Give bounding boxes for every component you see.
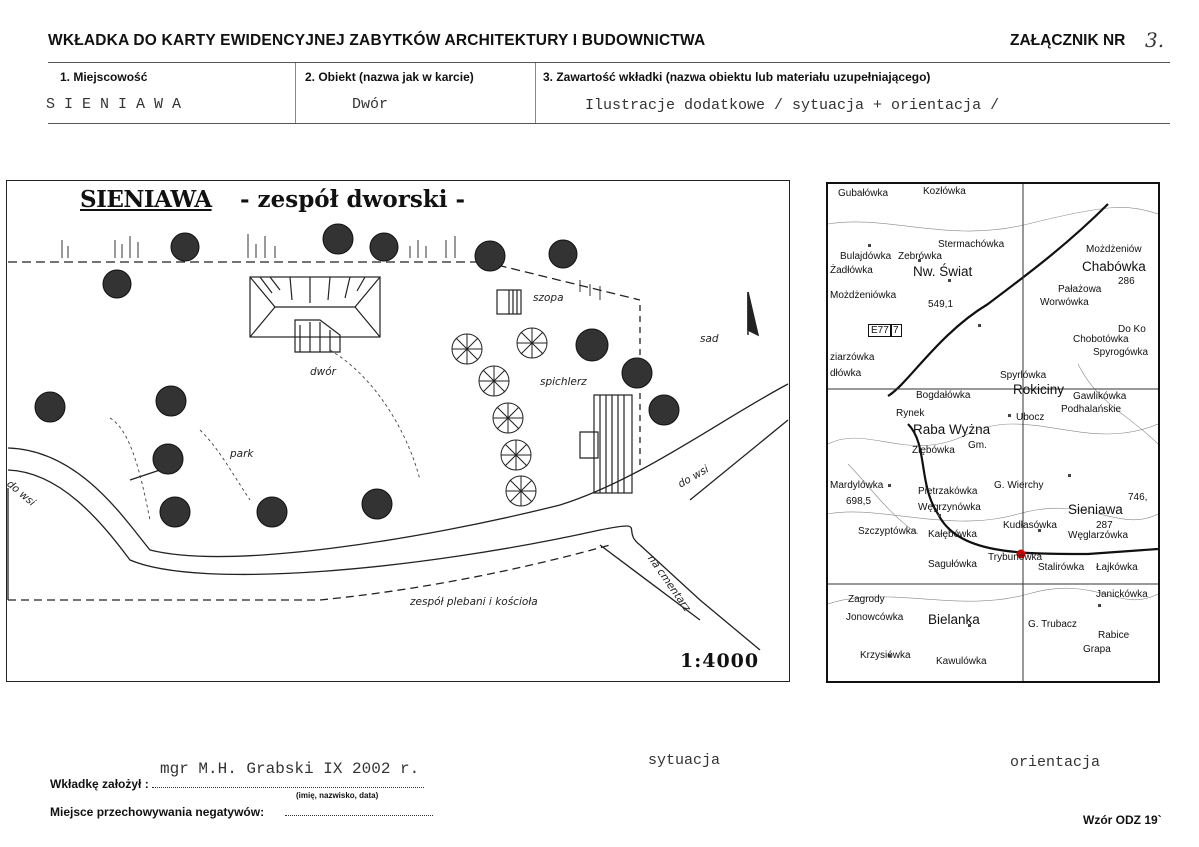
topo-label: Worwówka — [1040, 297, 1089, 308]
topo-label: 286 — [1118, 276, 1135, 287]
orchard-tree — [493, 403, 523, 433]
orchard-tree — [452, 334, 482, 364]
topo-label: Kawulówka — [936, 656, 987, 667]
topo-label: Zagrody — [848, 594, 885, 605]
label-orchard: sad — [700, 333, 719, 345]
topo-label: Mardylówka — [830, 480, 884, 491]
topo-label: Sagułówka — [928, 559, 977, 570]
topo-label: Chabówka — [1082, 259, 1146, 274]
topo-label: Żadłówka — [830, 265, 873, 276]
topo-label: Pałażowa — [1058, 284, 1102, 295]
topo-label: Grapa — [1083, 644, 1111, 655]
topo-label: Możdżeniówka — [830, 290, 897, 301]
topo-label: Rabice — [1098, 630, 1130, 641]
topo-label: Ziębówka — [912, 445, 955, 456]
topo-label: Bielanka — [928, 612, 980, 627]
topo-label: Do Ko — [1118, 324, 1146, 335]
topo-label: Gubałówka — [838, 188, 889, 199]
orchard — [452, 328, 547, 506]
topo-label: dłówka — [830, 368, 862, 379]
field-locality-label: 1. Miejscowość — [60, 70, 148, 84]
topo-label: Podhalańskie — [1061, 404, 1122, 415]
topo-label: Ubocz — [1016, 412, 1045, 423]
site-plan-title: SIENIAWA — [80, 186, 212, 213]
annex-number: 3. — [1145, 28, 1165, 52]
topo-label: Stermachówka — [938, 239, 1005, 250]
orchard-tree — [479, 366, 509, 396]
topo-label: Nw. Świat — [913, 264, 973, 279]
tree — [549, 240, 577, 268]
label-granary: spichlerz — [540, 376, 587, 388]
topo-label: E77 — [868, 324, 892, 337]
caption-situation: sytuacja — [648, 752, 721, 769]
form-number: Wzór ODZ 19` — [1083, 813, 1162, 827]
annex-label: ZAŁĄCZNIK NR — [1010, 32, 1126, 49]
topo-label: Stalirówka — [1038, 562, 1085, 573]
caption-orientation: orientacja — [1010, 754, 1101, 771]
tree — [153, 444, 183, 474]
tree — [622, 358, 652, 388]
topo-label: Chobotówka — [1073, 334, 1129, 345]
topo-label: Gm. — [968, 440, 987, 451]
topo-label: Janickówka — [1096, 589, 1148, 600]
topo-label: Szczyptówka — [858, 526, 917, 537]
tree — [362, 489, 392, 519]
tree — [156, 386, 186, 416]
topo-label: Krzysiówka — [860, 650, 911, 661]
site-plan-subtitle: - zespół dworski - — [240, 186, 465, 213]
orchard-tree — [501, 440, 531, 470]
tree — [475, 241, 505, 271]
label-manor: dwór — [310, 366, 336, 378]
storage-label: Miejsce przechowywania negatywów: — [50, 805, 265, 819]
tree — [103, 270, 131, 298]
topo-label: Bogdałówka — [916, 390, 971, 401]
topo-label: Bulajdówka — [840, 251, 892, 262]
topo-map — [826, 182, 1160, 683]
author-hint: (imię, nazwisko, data) — [296, 791, 379, 800]
label-to-village-right: do wsi — [676, 463, 711, 491]
topo-label: 746, — [1128, 492, 1148, 503]
road-right-edge — [690, 420, 788, 500]
field-locality-value: SIENIAWA — [46, 96, 191, 113]
topo-label: G. Trubacz — [1028, 619, 1077, 630]
label-to-cemetery: na cmentarz — [645, 553, 693, 614]
tree — [323, 224, 353, 254]
topo-label: Węgrzynówka — [918, 502, 981, 513]
side-path — [130, 470, 160, 480]
topo-label: Pietrzakówka — [918, 486, 978, 497]
topo-label: ziarzówka — [830, 352, 875, 363]
tree — [649, 395, 679, 425]
topo-label: G. Wierchy — [994, 480, 1044, 491]
label-park: park — [230, 448, 254, 460]
north-arrow — [748, 292, 758, 335]
field-contents-label: 3. Zawartość wkładki (nazwa obiektu lub materiału uzupełniającego) — [543, 70, 931, 84]
topo-label: 287 — [1096, 520, 1113, 531]
topo-label: Kałębówka — [928, 529, 977, 540]
topo-label: Kudłasówka — [1003, 520, 1057, 531]
tree — [35, 392, 65, 422]
topo-label: Rokiciny — [1013, 382, 1065, 397]
field-object-label: 2. Obiekt (nazwa jak w karcie) — [305, 70, 474, 84]
scale-label: 1:4000 — [680, 650, 760, 672]
manor-house — [250, 277, 380, 352]
topo-label: Gawlikówka — [1073, 391, 1127, 402]
topo-label: 7 — [890, 324, 902, 337]
label-parish-complex: zespół plebani i kościoła — [410, 596, 538, 608]
tree — [257, 497, 287, 527]
granary — [580, 395, 632, 493]
topo-label: Rynek — [896, 408, 925, 419]
topo-label: Jonowcówka — [846, 612, 904, 623]
tree — [160, 497, 190, 527]
topo-label: Kozłówka — [923, 186, 966, 197]
author-value: mgr M.H. Grabski IX 2002 r. — [160, 760, 420, 778]
tree — [171, 233, 199, 261]
road-cemetery-b — [640, 516, 788, 560]
road-lower-edge — [8, 470, 640, 574]
field-object-value: Dwór — [352, 96, 389, 113]
author-label: Wkładkę założył : — [50, 777, 149, 791]
topo-label: Węglarzówka — [1068, 530, 1129, 541]
topo-label: Spyrlówka — [1000, 370, 1047, 381]
form-title: WKŁADKA DO KARTY EWIDENCYJNEJ ZABYTKÓW ARCHITEKTURY I BUDOWNICTWA — [48, 32, 706, 49]
tree — [576, 329, 608, 361]
shed — [497, 290, 521, 314]
topo-label: Spyrogówka — [1093, 347, 1149, 358]
topo-label: Trybunówka — [988, 552, 1043, 563]
field-contents-value: Ilustracje dodatkowe / sytuacja + orientacja / — [585, 97, 1000, 114]
label-to-village-left: do wsi — [4, 478, 38, 509]
topo-label: Raba Wyżna — [913, 422, 991, 437]
label-shed: szopa — [533, 292, 564, 304]
author-dotted-line — [152, 787, 424, 788]
storage-dotted-line — [285, 815, 433, 816]
topo-label: Możdżeniów — [1086, 244, 1142, 255]
topo-label: Łajkówka — [1096, 562, 1138, 573]
orchard-tree — [517, 328, 547, 358]
topo-label: Sieniawa — [1068, 502, 1123, 517]
topo-label: 698,5 — [846, 496, 872, 507]
topo-label: Zebrówka — [898, 251, 942, 262]
tree — [370, 233, 398, 261]
topo-label: 549,1 — [928, 299, 954, 310]
orchard-tree — [506, 476, 536, 506]
